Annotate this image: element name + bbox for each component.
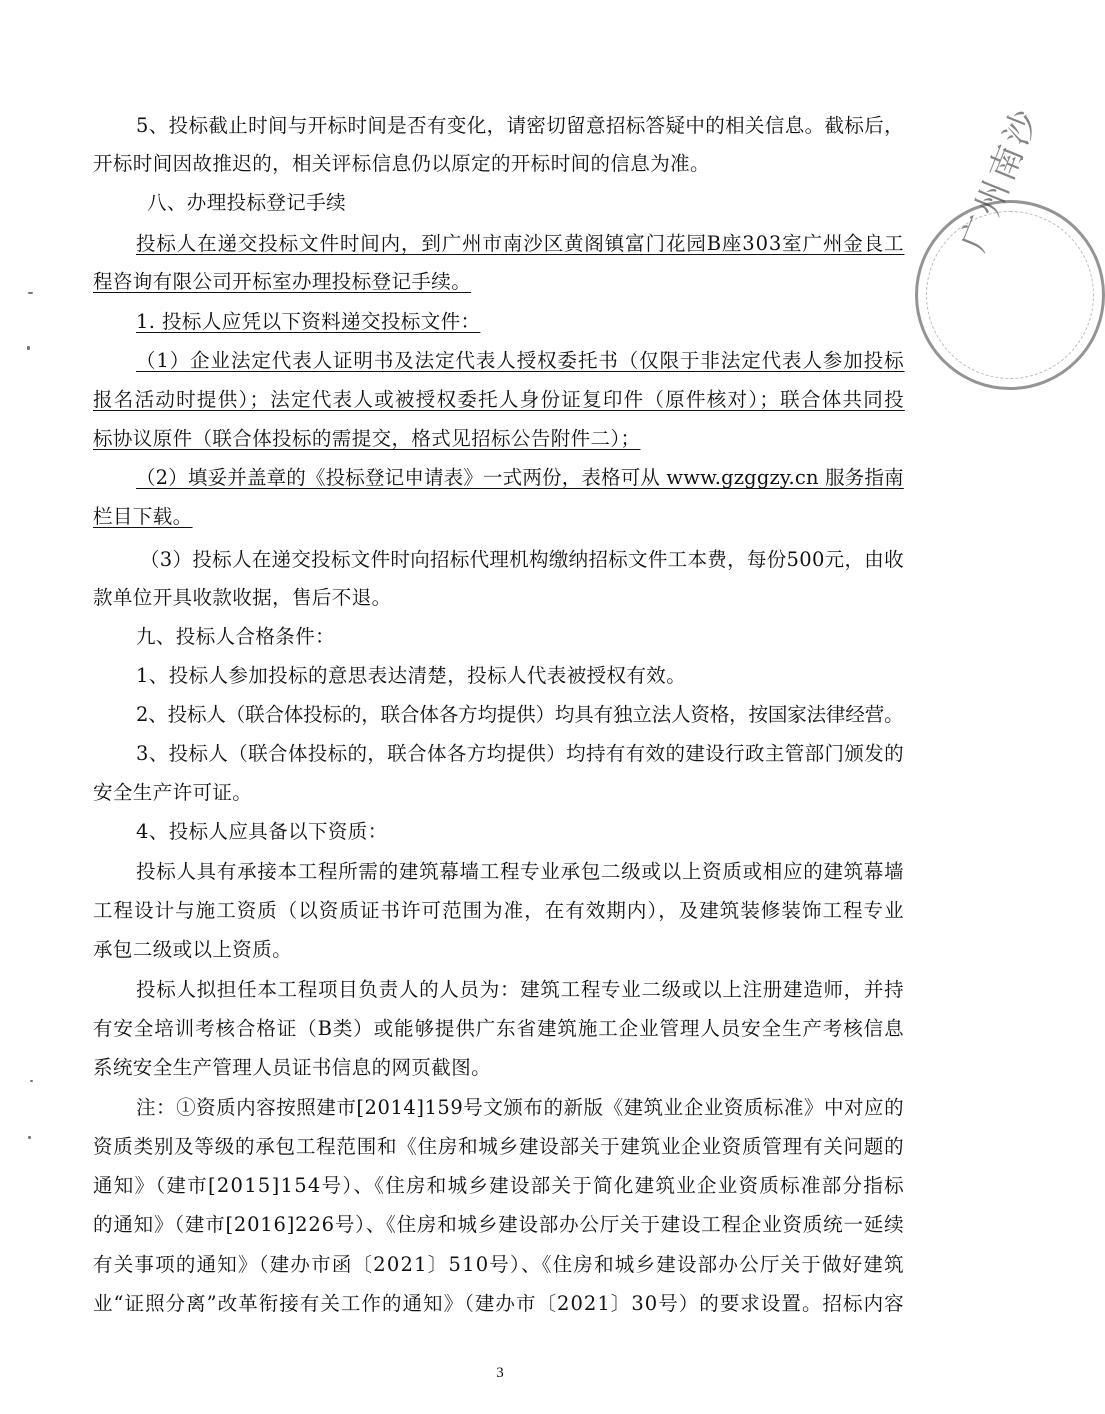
- official-seal: [915, 101, 1105, 390]
- text-line-content: 程咨询有限公司开标室办理投标登记手续。: [93, 270, 472, 293]
- text-line-content: 投标人具有承接本工程所需的建筑幕墙工程专业承包二级或以上资质或相应的建筑幕墙: [136, 860, 905, 883]
- text-line-content: 承包二级或以上资质。: [93, 938, 293, 961]
- text-line-content: 款单位开具收款收据，售后不退。: [93, 586, 392, 609]
- text-line-content: 的通知》（建市[2016]226号）、《住房和城乡建设部办公厅关于建设工程企业资质统一延续: [93, 1213, 905, 1236]
- text-line-content: 八、办理投标登记手续: [147, 191, 347, 214]
- text-line-content: （2）填妥并盖章的《投标登记申请表》一式两份，表格可从 www.gzggzy.cn 服务指南: [136, 466, 904, 489]
- text-line-content: 系统安全生产管理人员证书信息的网页截图。: [93, 1056, 492, 1079]
- text-line-content: 业“证照分离”改革衔接有关工作的通知》（建办市〔2021〕30号）的要求设置。招标内容: [93, 1292, 905, 1315]
- text-line-content: 1. 投标人应凭以下资料递交投标文件：: [136, 310, 481, 333]
- text-line-content: 3、投标人（联合体投标的，联合体各方均提供）均持有有效的建设行政主管部门颁发的: [136, 742, 904, 765]
- text-line-content: 注：①资质内容按照建市[2014]159号文颁布的新版《建筑业企业资质标准》中对应的: [136, 1096, 905, 1119]
- text-line-content: 九、投标人合格条件：: [136, 625, 336, 648]
- text-line-content: 栏目下载。: [93, 505, 193, 528]
- text-line-content: 5、投标截止时间与开标时间是否有变化，请密切留意招标答疑中的相关信息。截标后，: [136, 114, 904, 137]
- text-line-content: 开标时间因故推迟的，相关评标信息仍以原定的开标时间的信息为准。: [93, 152, 710, 175]
- text-line-content: 1、投标人参加投标的意思表达清楚，投标人代表被授权有效。: [136, 664, 687, 687]
- scan-speck: [30, 1080, 33, 1082]
- text-line-content: 投标人拟担任本工程项目负责人的人员为：建筑工程专业二级或以上注册建造师，并持: [136, 978, 905, 1001]
- scan-speck: [28, 1136, 31, 1139]
- text-line-content: 报名活动时提供）；法定代表人或被授权委托人身份证复印件（原件核对）；联合体共同投: [93, 388, 905, 411]
- page-number: 3: [496, 1365, 504, 1381]
- seal-text: 广州南沙: [953, 101, 1048, 257]
- text-line-content: 有关事项的通知》（建办市函〔2021〕510号）、《住房和城乡建设部办公厅关于做好建筑: [93, 1253, 905, 1276]
- text-line-content: 4、投标人应具备以下资质：: [136, 820, 388, 843]
- text-line-content: 工程设计与施工资质（以资质证书许可范围为准，在有效期内），及建筑装修装饰工程专业: [93, 899, 905, 922]
- text-line-content: 投标人在递交投标文件时间内，到广州市南沙区黄阁镇富门花园B座303室广州金良工: [136, 232, 905, 255]
- text-line-content: 2、投标人（联合体投标的，联合体各方均提供）均具有独立法人资格，按国家法律经营。: [136, 703, 904, 726]
- text-line-content: 安全生产许可证。: [93, 781, 253, 804]
- scan-speck: [28, 292, 33, 294]
- scan-speck: [27, 346, 30, 350]
- text-line-content: 资质类别及等级的承包工程范围和《住房和城乡建设部关于建筑业企业资质管理有关问题的: [93, 1135, 905, 1158]
- text-line-content: 有安全培训考核合格证（B类）或能够提供广东省建筑施工企业管理人员安全生产考核信息: [93, 1017, 905, 1040]
- text-line-content: 通知》（建市[2015]154号）、《住房和城乡建设部关于简化建筑业企业资质标准部分指标: [93, 1174, 905, 1197]
- text-line-content: （1）企业法定代表人证明书及法定代表人授权委托书（仅限于非法定代表人参加投标: [136, 349, 905, 372]
- text-line-content: （3）投标人在递交投标文件时向招标代理机构缴纳招标文件工本费，每份500元，由收: [140, 548, 904, 571]
- text-line-content: 标协议原件（联合体投标的需提交，格式见招标公告附件二）；: [93, 427, 641, 450]
